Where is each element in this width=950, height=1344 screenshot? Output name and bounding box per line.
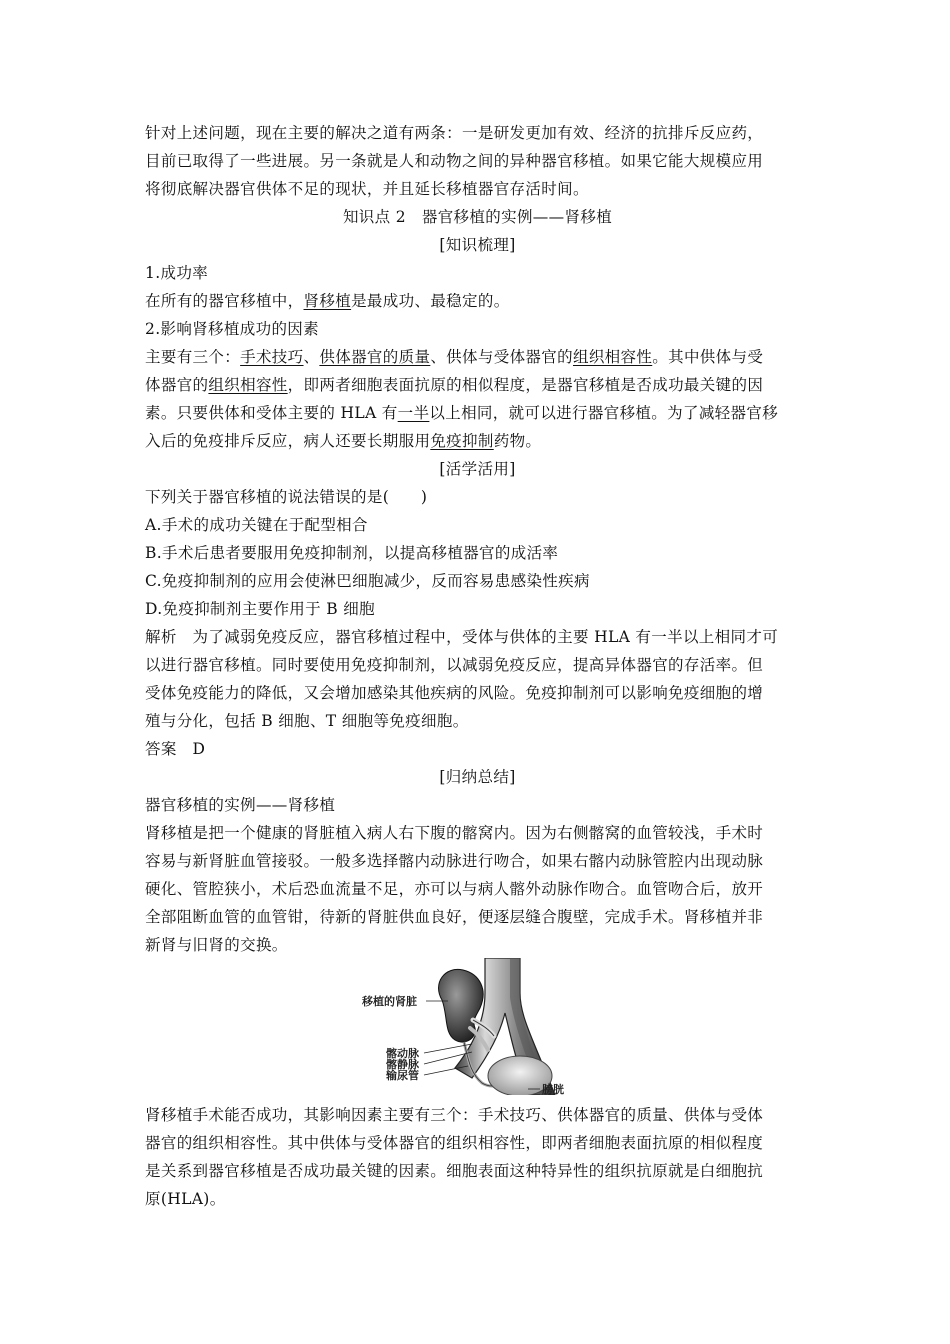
item2-title: 2.影响肾移植成功的因素 — [145, 320, 319, 338]
item1-title: 1.成功率 — [145, 264, 209, 282]
heading-practice: [活学活用] — [439, 460, 516, 478]
summary-line-4: 全部阻断血管的血管钳，待新的肾脏供血良好，便逐层缝合腹壁，完成手术。肾移植并非 — [145, 908, 764, 926]
analysis-line-1: 解析 为了减弱免疫反应，器官移植过程中，受体与供体的主要 HLA 有一半以上相同才可 — [145, 628, 779, 646]
item2-l1-post: 。其中供体与受 — [652, 348, 764, 366]
heading-summary: [归纳总结] — [439, 768, 516, 786]
item2-l2-post: ，即两者细胞表面抗原的相似程度，是器官移植是否成功最关键的因 — [287, 376, 764, 394]
item2-l1-u3: 组织相容性 — [572, 348, 653, 366]
summary-line-3: 硬化、管腔狭小，术后恐血流量不足，亦可以与病人髂外动脉作吻合。血管吻合后，放开 — [145, 880, 764, 898]
item2-line-4 — [145, 428, 810, 454]
item2-line-1 — [145, 344, 810, 370]
item2-l3-pre: 素。只要供体和受体主要的 HLA 有 — [145, 404, 398, 422]
label-kidney: 移植的肾脏 — [362, 995, 417, 1008]
section-title: 知识点 2 器官移植的实例——肾移植 — [342, 208, 613, 226]
item2-l4-pre: 入后的免疫排斥反应，病人还要长期服用 — [145, 432, 431, 450]
analysis-line-4: 殖与分化，包括 B 细胞、T 细胞等免疫细胞。 — [145, 712, 469, 730]
label-ureter: 输尿管 — [386, 1069, 419, 1082]
item2-l1-sep1: 、 — [303, 348, 320, 366]
item2-l1-pre: 主要有三个： — [145, 348, 241, 366]
question-stem: 下列关于器官移植的说法错误的是( ) — [145, 488, 428, 506]
item1-underline: 肾移植 — [303, 292, 352, 310]
analysis-line-3: 受体免疫能力的降低，又会增加感染其他疾病的风险。免疫抑制剂可以影响免疫细胞的增 — [145, 684, 764, 702]
item2-line-3 — [145, 400, 810, 426]
item2-l3-u1: 一半 — [397, 404, 430, 422]
option-b: B.手术后患者要服用免疫抑制剂，以提高移植器官的成活率 — [145, 544, 559, 562]
option-c: C.免疫抑制剂的应用会使淋巴细胞减少，反而容易患感染性疾病 — [145, 572, 590, 590]
label-bladder: 膀胱 — [542, 1083, 564, 1095]
closing-line-1: 肾移植手术能否成功，其影响因素主要有三个：手术技巧、供体器官的质量、供体与受体 — [145, 1106, 764, 1124]
closing-line-2: 器官的组织相容性。其中供体与受体器官的组织相容性，即两者细胞表面抗原的相似程度 — [145, 1134, 764, 1152]
kidney-transplant-figure — [360, 958, 600, 1095]
item1-pre: 在所有的器官移植中， — [145, 292, 304, 310]
summary-line-5: 新肾与旧肾的交换。 — [145, 936, 288, 954]
item2-l3-post: 以上相同，就可以进行器官移植。为了减轻器官移 — [429, 404, 779, 422]
analysis-line-2: 以进行器官移植。同时要使用免疫抑制剂，以减弱免疫反应，提高异体器官的存活率。但 — [145, 656, 764, 674]
label-artery: 髂动脉 — [386, 1047, 419, 1060]
closing-line-4: 原(HLA)。 — [145, 1190, 226, 1208]
heading-knowledge: [知识梳理] — [439, 236, 516, 254]
item2-l2-u1: 组织相容性 — [208, 376, 288, 394]
summary-line-2: 容易与新肾脏血管接驳。一般多选择髂内动脉进行吻合，如果右髂内动脉管腔内出现动脉 — [145, 852, 764, 870]
intro-line-3: 将彻底解决器官供体不足的现状，并且延长移植器官存活时间。 — [145, 180, 589, 198]
item2-l1-u2: 供体器官的质量 — [319, 348, 431, 366]
summary-title: 器官移植的实例——肾移植 — [145, 796, 336, 814]
option-a: A.手术的成功关键在于配型相合 — [145, 516, 368, 534]
answer: 答案 D — [145, 740, 206, 758]
option-d: D.免疫抑制剂主要作用于 B 细胞 — [145, 600, 375, 618]
kidney-transplant-diagram — [360, 958, 600, 1095]
item1-text — [145, 288, 810, 314]
intro-line-1: 针对上述问题，现在主要的解决之道有两条：一是研发更加有效、经济的抗排斥反应药， — [145, 124, 764, 142]
closing-line-3: 是关系到器官移植是否成功最关键的因素。细胞表面这种特异性的组织抗原就是白细胞抗 — [145, 1162, 764, 1180]
item1-post: 是最成功、最稳定的。 — [351, 292, 510, 310]
item2-l1-mid: 、供体与受体器官的 — [430, 348, 573, 366]
item2-l2-pre: 体器官的 — [145, 376, 209, 394]
label-vein: 髂静脉 — [386, 1058, 419, 1071]
item2-l4-post: 药物。 — [493, 432, 542, 450]
item2-l4-u1: 免疫抑制 — [430, 432, 494, 450]
summary-line-1: 肾移植是把一个健康的肾脏植入病人右下腹的髂窝内。因为右侧髂窝的血管较浅，手术时 — [145, 824, 764, 842]
intro-line-2: 目前已取得了一些进展。另一条就是人和动物之间的异种器官移植。如果它能大规模应用 — [145, 152, 764, 170]
item2-l1-u1: 手术技巧 — [240, 348, 304, 366]
item2-line-2 — [145, 372, 810, 398]
